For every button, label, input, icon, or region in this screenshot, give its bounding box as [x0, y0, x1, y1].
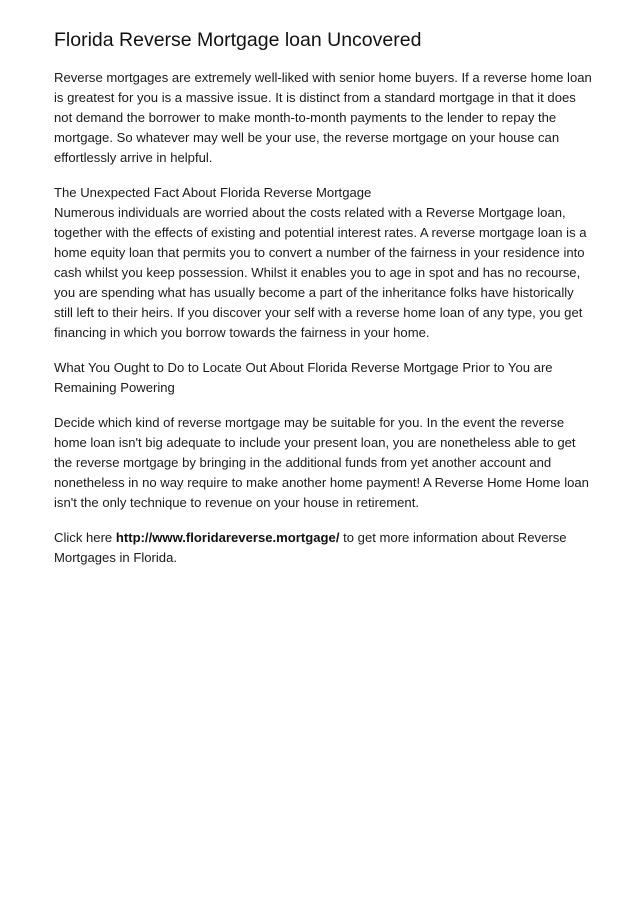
intro-paragraph: Reverse mortgages are extremely well-liked with senior home buyers. If a reverse home loan is greatest for you is a massive issue. It is distinct from a standard mortgage in that it does not demand the borrower to make month-to-month payments to the lender to repay the mortgage. So whatever may well be your use, the reverse mortgage on your house can effortlessly arrive in helpful. [54, 70, 592, 165]
cta-prefix: Click here [54, 530, 116, 545]
document-title: Florida Reverse Mortgage loan Uncovered [54, 29, 422, 51]
cta-paragraph [54, 528, 594, 568]
section2-heading: What You Ought to Do to Locate Out About Florida Reverse Mortgage Prior to You are Remaining Powering [54, 360, 553, 395]
section1-body: Numerous individuals are worried about the costs related with a Reverse Mortgage loan, together with the effects of existing and potential interest rates. A reverse mortgage loan is a home equity loan that permits you to convert a number of the fairness in your residence into cash whilst you keep possession. Whilst it enables you to age in spot and has no recourse, you are spending what has usually become a part of the inheritance folks have historically still left to their heirs. If you discover your self with a reverse home loan of any type, you get financing in which you borrow towards the fairness in your home. [54, 205, 587, 340]
paragraph-3: Decide which kind of reverse mortgage may be suitable for you. In the event the reverse home loan isn't big adequate to include your present loan, you are nonetheless able to get the reverse mortgage by bringing in the additional funds from yet another account and nonetheless in no way require to make another home payment! A Reverse Home Home loan isn't the only technique to revenue on your house in retirement. [54, 415, 589, 510]
floridareverse-link[interactable]: http://www.floridareverse.mortgage/ [115, 530, 340, 545]
section1-heading: The Unexpected Fact About Florida Reverse Mortgage [54, 185, 372, 200]
document-page [54, 26, 594, 583]
section1-paragraph [54, 183, 594, 343]
cta-suffix: to get more information about Reverse Mortgages in Florida. [54, 530, 567, 565]
